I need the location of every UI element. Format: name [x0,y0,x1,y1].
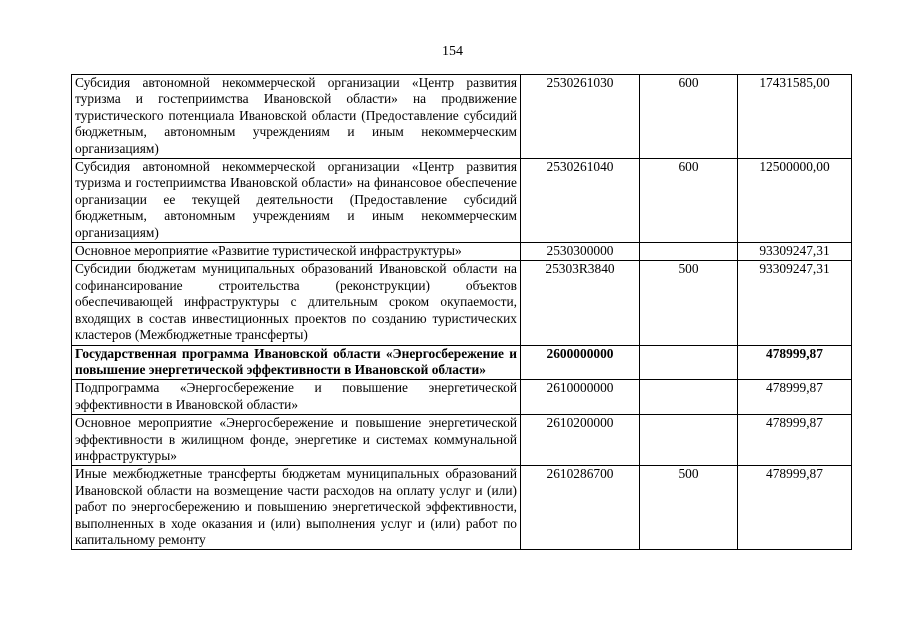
table-row [72,380,852,415]
row-amount: 478999,87 [738,415,852,466]
row-expense-type: 600 [640,75,738,159]
row-expense-type [640,415,738,466]
row-amount: 478999,87 [738,380,852,415]
table-row [72,261,852,345]
table-row [72,75,852,159]
row-amount: 93309247,31 [738,261,852,345]
row-amount: 478999,87 [738,466,852,550]
row-expense-type [640,380,738,415]
row-code: 25303R3840 [521,261,640,345]
row-name: Подпрограмма «Энергосбережение и повышение энергетической эффективности в Ивановской области» [72,380,521,415]
row-name: Основное мероприятие «Энергосбережение и повышение энергетической эффективности в жилищном фонде, энергетике и системах коммунальной инфраструктуры» [72,415,521,466]
row-expense-type: 600 [640,159,738,243]
row-name: Субсидия автономной некоммерческой организации «Центр развития туризма и гостеприимства Ивановской области» на финансовое обеспечение организации ее текущей деятельности (Предоставление субсидий бюджетным, автономным учреждениям и иным некоммерческим организациям) [72,159,521,243]
row-amount: 12500000,00 [738,159,852,243]
table-row [72,466,852,550]
table-row [72,159,852,243]
row-expense-type: 500 [640,466,738,550]
row-code: 2610000000 [521,380,640,415]
table-row [72,243,852,261]
row-name: Иные межбюджетные трансферты бюджетам муниципальных образований Ивановской области на возмещение части расходов на оплату услуг и (или) работ по энергосбережению и повышению энергетической эффективности, выполненных в ходе оказания и (или) выполнения услуг и (или) работ по капитальному ремонту [72,466,521,550]
row-code: 2610286700 [521,466,640,550]
row-code: 2610200000 [521,415,640,466]
row-code: 2530300000 [521,243,640,261]
row-name: Государственная программа Ивановской области «Энергосбережение и повышение энергетической эффективности в Ивановской области» [72,345,521,380]
table-row-program [72,345,852,380]
row-name: Субсидии бюджетам муниципальных образований Ивановской области на софинансирование строительства (реконструкции) объектов обеспечивающей инфраструктуры с длительным сроком окупаемости, входящих в состав инвестиционных проектов по созданию туристических кластеров (Межбюджетные трансферты) [72,261,521,345]
row-code: 2530261040 [521,159,640,243]
table-row [72,415,852,466]
row-amount: 17431585,00 [738,75,852,159]
page-number: 154 [442,44,463,59]
row-code: 2530261030 [521,75,640,159]
row-amount: 93309247,31 [738,243,852,261]
row-expense-type [640,345,738,380]
row-code: 2600000000 [521,345,640,380]
row-expense-type: 500 [640,261,738,345]
row-amount: 478999,87 [738,345,852,380]
budget-table [71,74,852,550]
row-name: Основное мероприятие «Развитие туристической инфраструктуры» [72,243,521,261]
row-expense-type [640,243,738,261]
row-name: Субсидия автономной некоммерческой организации «Центр развития туризма и гостеприимства Ивановской области» на продвижение туристического потенциала Ивановской области (Предоставление субсидий бюджетным, автономным учреждениям и иным некоммерческим организациям) [72,75,521,159]
